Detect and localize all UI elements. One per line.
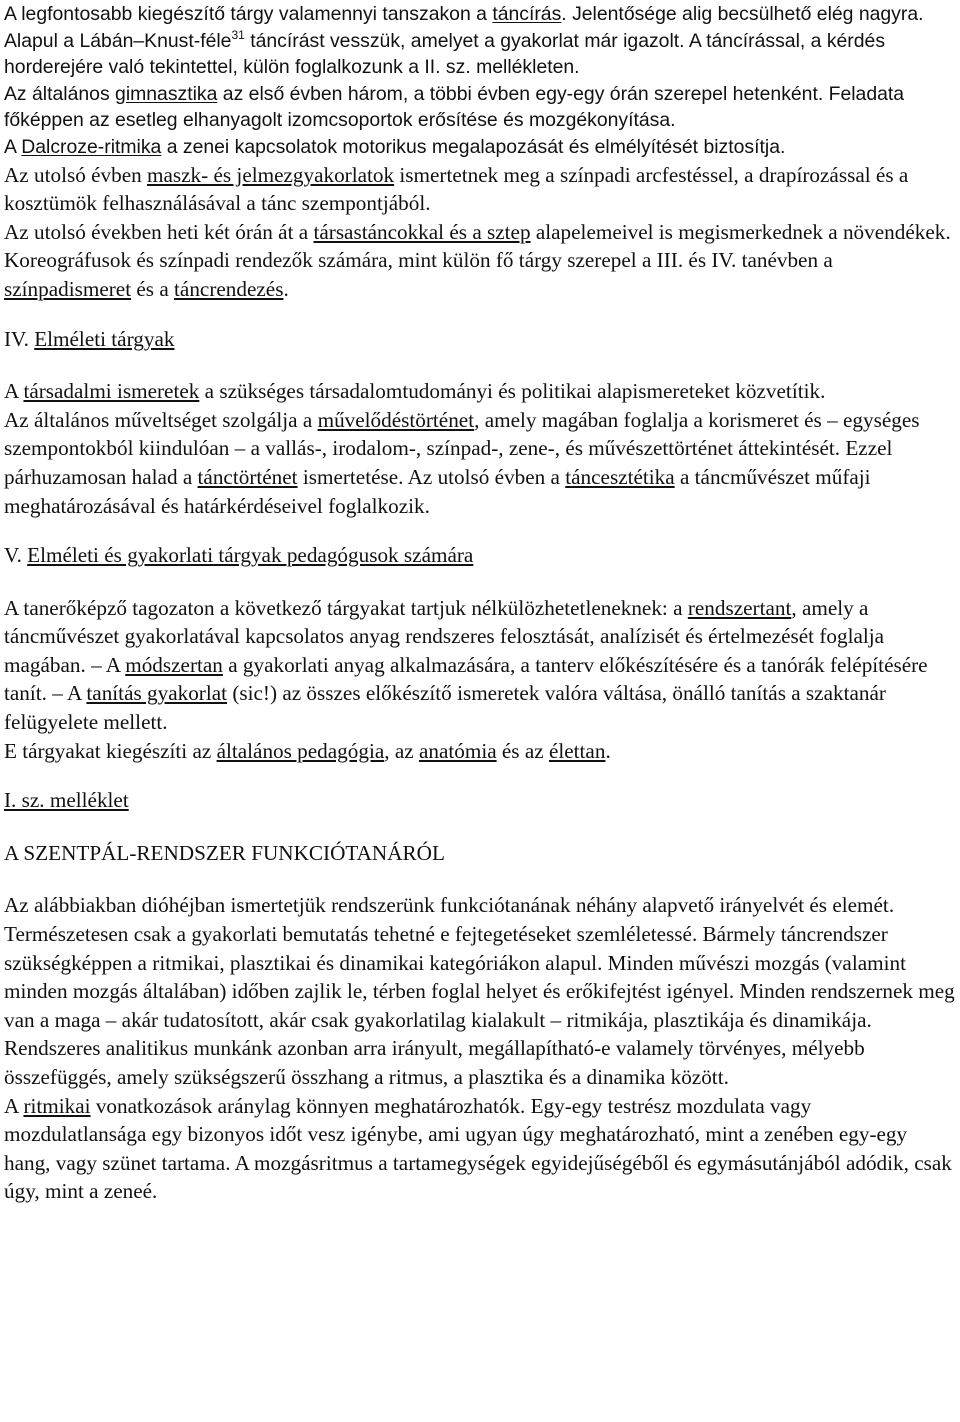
text-run: IV. xyxy=(4,326,35,351)
text-run: Rendszeres analitikus munkánk azonban arra irányult, megállapítható-e valamely törvényes, mélyebb összefüggés, amely szükségszerű összhang a ritmus, a plasztika és a dinamika között. xyxy=(4,1036,865,1089)
text-run: és az xyxy=(496,738,549,763)
underlined-term: táncrendezés xyxy=(174,276,284,301)
text-run: Az általános műveltséget szolgálja a xyxy=(4,407,318,432)
paragraph xyxy=(4,81,956,134)
underlined-term: anatómia xyxy=(418,738,497,763)
text-run: alapelemeivel is megismerkednek a növendékek. xyxy=(530,219,951,244)
text-run: a táncművészet műfaji meghatározásával és határkérdéseivel foglalkozik. xyxy=(4,464,871,518)
paragraph xyxy=(4,891,956,1034)
text-run: Az alábbiakban dióhéjban ismertetjük rendszerünk funkciótanának néhány alapvető irányelvét és elemét. Természetesen csak a gyakorlati bemutatás tehetné e fejtegetéseket szemléletessé. Bármely táncrendszer szükségképpen a ritmikai, plasztikai és dinamikai kategóriákon alapul. Minden művészi mozgás (valamint minden mozgás általában) időben zajlik le, térben foglal helyet és erőkifejtést igényel. Minden rendszernek meg van a maga – akár tudatosított, akár csak gyakorlatilag kialakult – ritmikája, plasztikája és dinamikája. xyxy=(4,893,955,1032)
footnote-ref: 31 xyxy=(231,27,245,42)
underlined-term: élettan xyxy=(548,738,606,763)
text-run: a szükséges társadalomtudományi és politikai alapismereteket közvetítik. xyxy=(199,379,826,404)
text-run: ismertetnek meg a színpadi arcfestéssel, a drapírozással és a kosztümök felhasználásával a tánc szempontjából. xyxy=(4,162,909,216)
underlined-term: színpadismeret xyxy=(4,276,132,301)
paragraph xyxy=(4,1,956,81)
underlined-term: ritmikai xyxy=(23,1093,91,1118)
underlined-term: rendszertant xyxy=(687,595,792,620)
paragraph xyxy=(4,541,956,570)
paragraph xyxy=(4,134,956,161)
paragraph xyxy=(4,377,956,406)
paragraph xyxy=(4,218,956,247)
text-run: Koreográfusok és színpadi rendezők számára, mint külön fő tárgy szerepel a III. és IV. tanévben a xyxy=(4,248,833,273)
paragraph xyxy=(4,1034,956,1091)
sans-section xyxy=(4,0,956,161)
text-run: a zenei kapcsolatok motorikus megalapozását és elmélyítését biztosítja. xyxy=(161,135,786,158)
underlined-term: általános pedagógia xyxy=(216,738,385,763)
underlined-term: Elméleti és gyakorlati tárgyak pedagógusok számára xyxy=(27,543,474,568)
text-run: V. xyxy=(4,543,28,568)
document-page xyxy=(4,0,956,1206)
text-run: A xyxy=(4,379,24,404)
text-run: , amely a táncművészet gyakorlatával kapcsolatos anyag rendszeres felosztását, analízisét és értelmezését foglalja magában. – A xyxy=(4,595,885,677)
text-run: A xyxy=(4,135,22,158)
text-run: Az általános xyxy=(4,82,116,105)
text-run: E tárgyakat kiegészíti az xyxy=(4,738,217,763)
text-run: a gyakorlati anyag alkalmazására, a tanterv előkészítésére és a tanórák felépítésére tanít. – A xyxy=(4,652,928,706)
text-run: A SZENTPÁL-RENDSZER FUNKCIÓTANÁRÓL xyxy=(4,840,445,865)
paragraph xyxy=(4,737,956,766)
text-run: vonatkozások aránylag könnyen meghatározhatók. Egy-egy testrész mozdulata vagy mozdulatlansága egy bizonyos időt vesz igénybe, ami ugyan úgy meghatározható, mint a zenében egy-egy hang, vagy szünet tartama. A mozgásritmus a tartamegységek egyidejűségéből és egymásutánjából adódik, csak úgy, mint a zeneé. xyxy=(4,1093,952,1204)
underlined-term: Elméleti tárgyak xyxy=(34,326,175,351)
paragraph xyxy=(4,161,956,218)
text-run: . Jelentősége alig becsülhető elég nagyra. Alapul a Lábán–Knust-féle xyxy=(4,3,924,52)
underlined-term: I. sz. melléklet xyxy=(4,788,129,813)
paragraph xyxy=(4,786,956,815)
text-run: . xyxy=(283,276,289,301)
text-run: az első évben három, a többi évben egy-egy órán szerepel hetenként. Feladata főképpen az esetleg elhanyagolt izomcsoportok erősítése és mozgékonyítása. xyxy=(4,82,905,132)
text-run: táncírást vesszük, amelyet a gyakorlat már igazolt. A táncírással, a kérdés horderejére való tekintettel, külön foglalkozunk a II. sz. mellékleten. xyxy=(4,29,886,79)
text-run: A xyxy=(4,1093,24,1118)
underlined-term: gimnasztika xyxy=(115,82,218,105)
underlined-term: társastáncokkal és a sztep xyxy=(313,219,531,244)
underlined-term: táncírás xyxy=(492,3,562,25)
text-run: , amely magában foglalja a korismeret és – egységes szempontokból kiindulóan – a vallás-, irodalom-, színpad-, zene-, és művészettörténet áttekintését. Ezzel párhuzamosan halad a xyxy=(4,407,920,489)
underlined-term: művelődéstörténet xyxy=(317,407,475,432)
paragraph xyxy=(4,246,956,303)
text-run: , az xyxy=(384,738,419,763)
text-run: Az utolsó években heti két órán át a xyxy=(4,219,314,244)
serif-section xyxy=(4,161,956,1206)
underlined-term: tánctörténet xyxy=(197,464,298,489)
text-run: A legfontosabb kiegészítő tárgy valamennyi tanszakon a xyxy=(4,3,493,25)
underlined-term: társadalmi ismeretek xyxy=(23,379,200,404)
underlined-term: Dalcroze-ritmika xyxy=(21,135,162,158)
underlined-term: maszk- és jelmezgyakorlatok xyxy=(147,162,395,187)
text-run: (sic!) az összes előkészítő ismeretek valóra váltása, önálló tanítás a szaktanár felügyelete mellett. xyxy=(4,681,886,735)
paragraph xyxy=(4,839,956,868)
paragraph xyxy=(4,594,956,737)
paragraph xyxy=(4,325,956,354)
underlined-term: módszertan xyxy=(125,652,223,677)
text-run: és a xyxy=(131,276,175,301)
paragraph xyxy=(4,1092,956,1206)
text-run: ismertetése. Az utolsó évben a xyxy=(297,464,566,489)
text-run: Az utolsó évben xyxy=(4,162,147,187)
text-run: . xyxy=(605,738,611,763)
text-run: A tanerőképző tagozaton a következő tárgyakat tartjuk nélkülözhetetleneknek: a xyxy=(4,595,688,620)
underlined-term: tanítás gyakorlat xyxy=(86,681,228,706)
paragraph xyxy=(4,406,956,520)
underlined-term: táncesztétika xyxy=(565,464,675,489)
